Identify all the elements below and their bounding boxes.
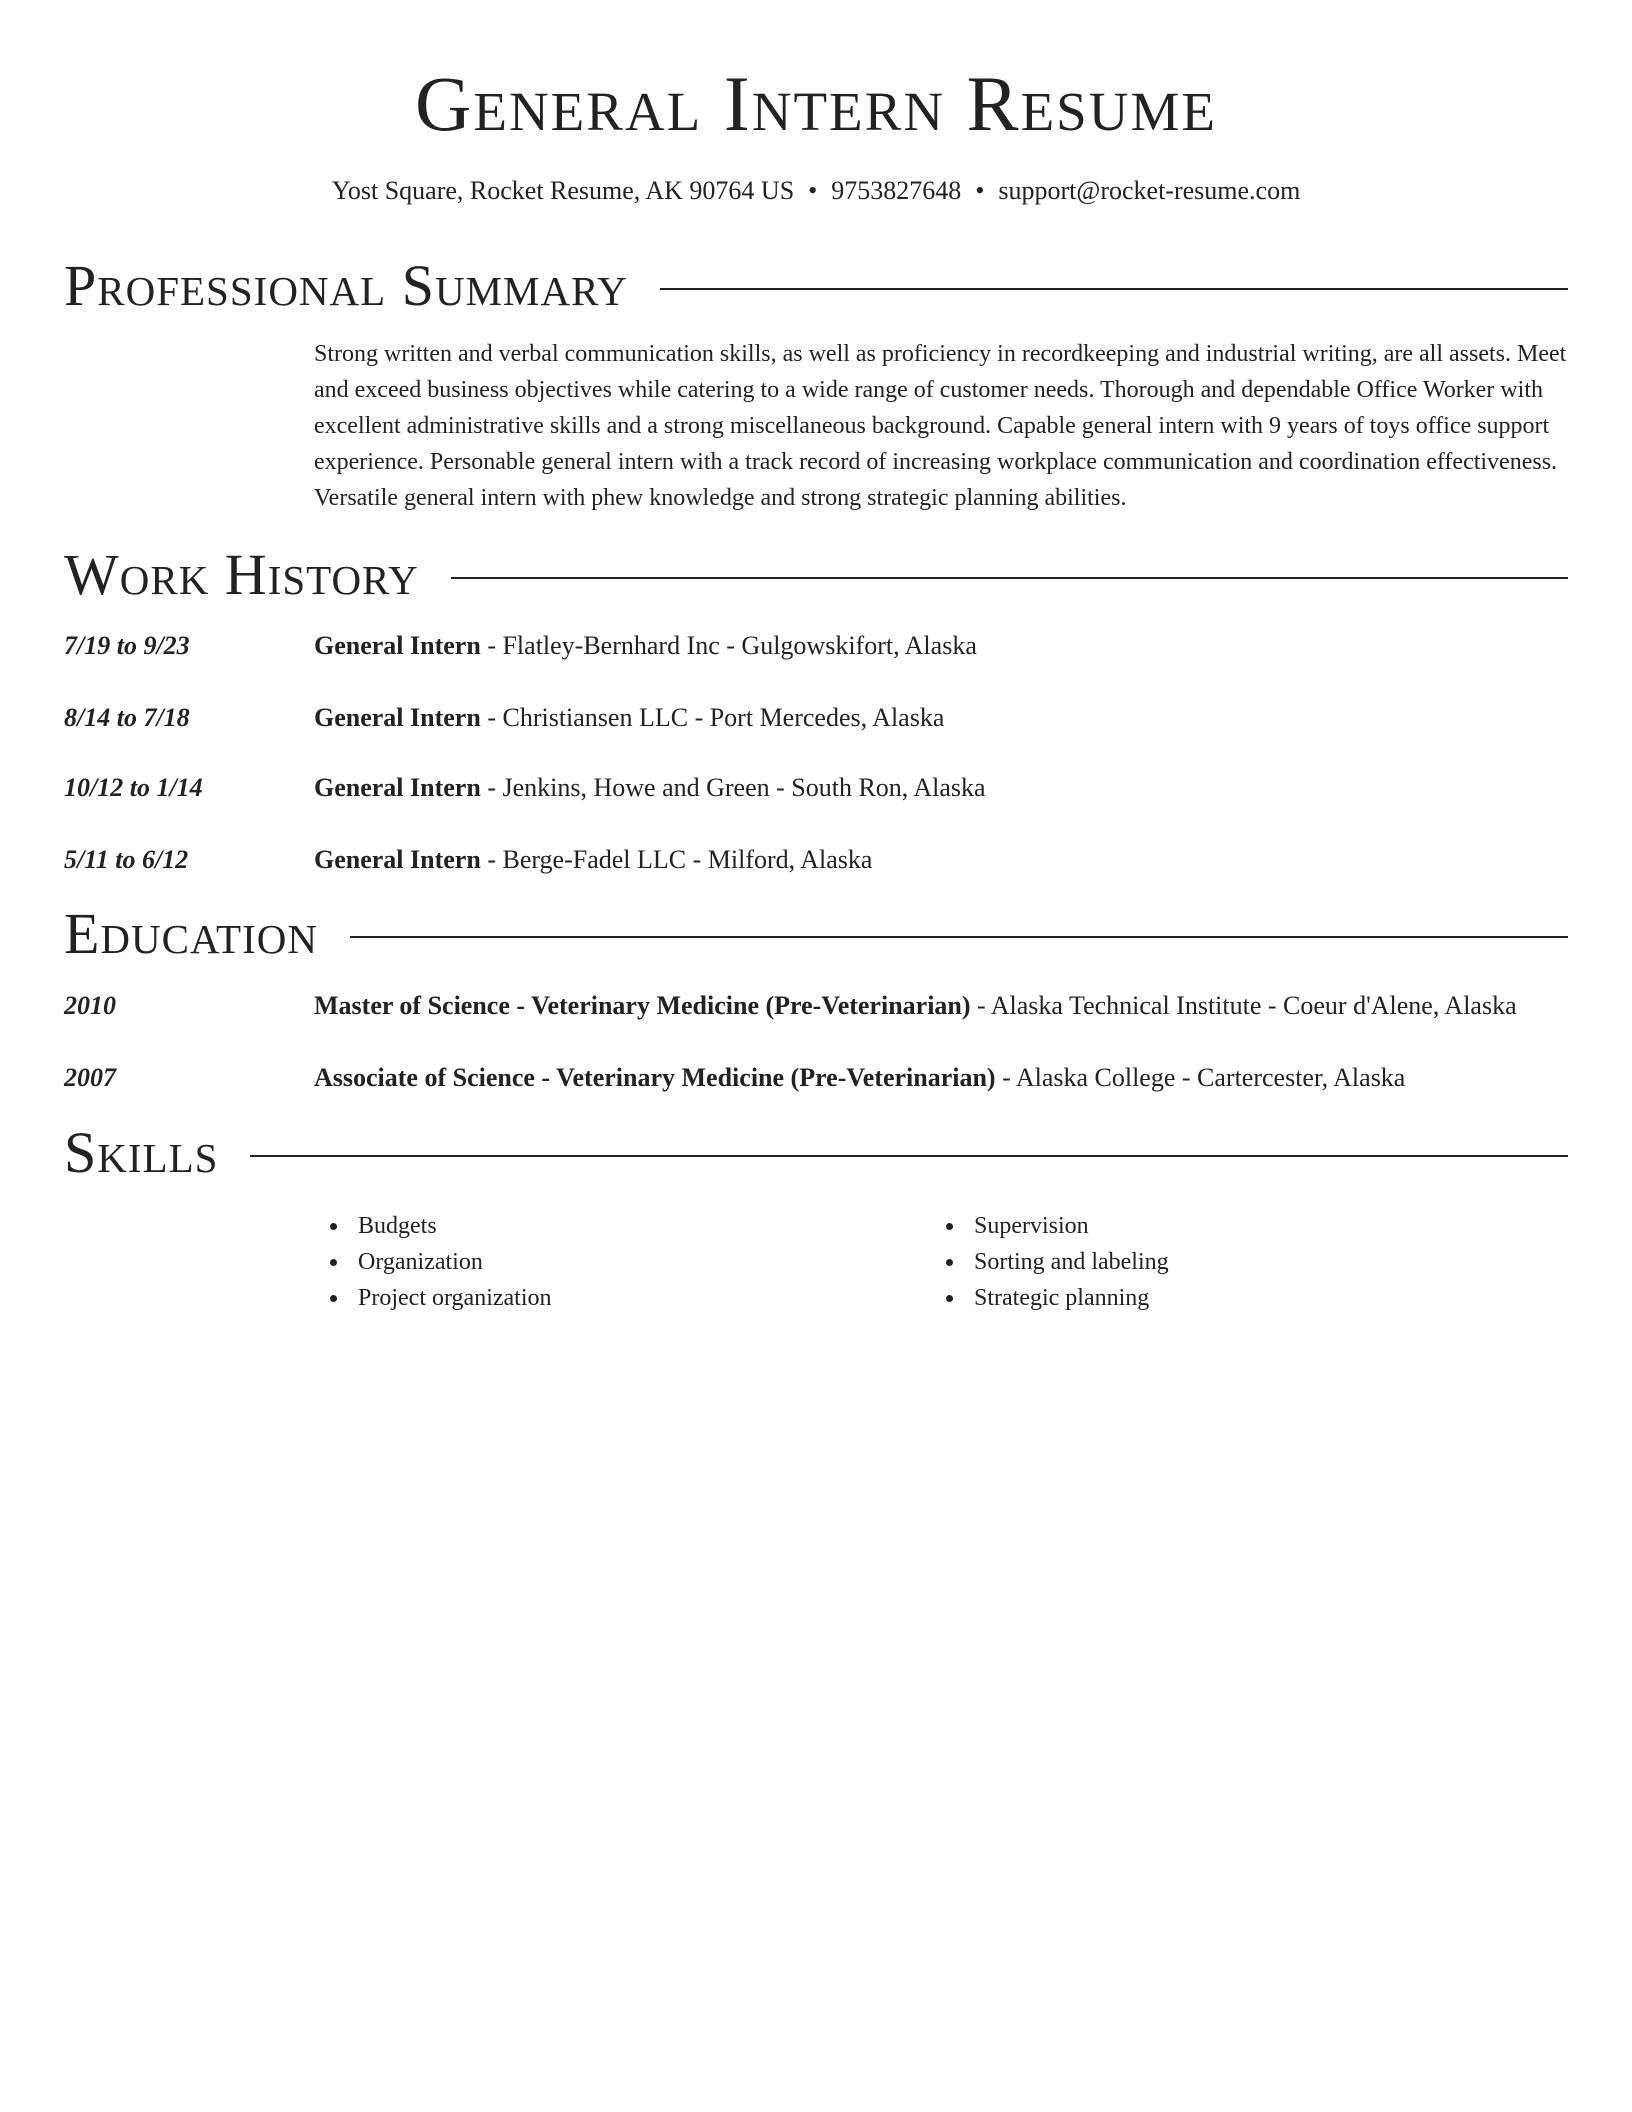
education-degree: Associate of Science - Veterinary Medicine (Pre-Veterinarian)	[314, 1063, 996, 1092]
skill-item: Budgets	[314, 1208, 930, 1244]
work-dates: 8/14 to 7/18	[64, 703, 190, 732]
education-school: - Alaska College - Cartercester, Alaska	[995, 1063, 1406, 1092]
education-school: - Alaska Technical Institute - Coeur d'Alene, Alaska	[970, 991, 1517, 1020]
section-header-work	[64, 543, 1568, 607]
work-item	[64, 770, 1568, 806]
work-dates: 7/19 to 9/23	[64, 631, 190, 660]
work-item	[64, 842, 1568, 878]
work-detail	[314, 700, 1568, 736]
work-employer: - Flatley-Bernhard Inc - Gulgowskifort, Alaska	[480, 631, 977, 660]
skill-item: Project organization	[314, 1280, 930, 1316]
section-title-work: Work History	[64, 542, 419, 607]
education-year: 2010	[64, 991, 116, 1020]
work-employer: - Jenkins, Howe and Green - South Ron, Alaska	[480, 773, 986, 802]
section-title-education: Education	[64, 901, 318, 966]
section-divider	[451, 577, 1568, 579]
contact-separator: •	[975, 176, 985, 205]
work-detail	[314, 842, 1568, 878]
work-detail	[314, 770, 1568, 806]
skills-list	[314, 1208, 1568, 1316]
work-title: General Intern	[314, 631, 481, 660]
work-employer: - Berge-Fadel LLC - Milford, Alaska	[480, 845, 873, 874]
work-item	[64, 628, 1568, 664]
education-detail	[314, 988, 1568, 1024]
contact-address: Yost Square, Rocket Resume, AK 90764 US	[331, 176, 795, 205]
work-dates: 5/11 to 6/12	[64, 845, 189, 874]
skill-item: Organization	[314, 1244, 930, 1280]
contact-email: support@rocket-resume.com	[998, 176, 1301, 205]
section-header-summary	[64, 254, 1568, 318]
skill-item: Sorting and labeling	[930, 1244, 1546, 1280]
skills-column-left	[314, 1208, 930, 1316]
work-employer: - Christiansen LLC - Port Mercedes, Alaska	[480, 703, 945, 732]
section-header-skills	[64, 1121, 1568, 1185]
section-header-education	[64, 902, 1568, 966]
section-title-summary: Professional Summary	[64, 253, 628, 318]
skill-item: Supervision	[930, 1208, 1546, 1244]
skills-column-right	[930, 1208, 1546, 1316]
summary-text: Strong written and verbal communication skills, as well as proficiency in recordkeeping and industrial writing, are all assets. Meet and exceed business objectives while catering to a wide range of customer needs. Thorough and dependable Office Worker with excellent administrative skills and a strong miscellaneous background. Capable general intern with 9 years of toys office support experience. Personable general intern with a track record of increasing workplace communication and coordination effectiveness. Versatile general intern with phew knowledge and strong strategic planning abilities.	[314, 341, 1567, 511]
work-dates: 10/12 to 1/14	[64, 773, 203, 802]
work-detail	[314, 628, 1568, 664]
section-divider	[660, 288, 1568, 290]
work-item	[64, 700, 1568, 736]
contact-separator: •	[808, 176, 818, 205]
education-year: 2007	[64, 1063, 116, 1092]
section-divider	[350, 936, 1568, 938]
work-title: General Intern	[314, 773, 481, 802]
education-detail	[314, 1060, 1568, 1096]
section-divider	[250, 1155, 1568, 1157]
work-title: General Intern	[314, 845, 481, 874]
contact-phone: 9753827648	[831, 176, 962, 205]
skill-item: Strategic planning	[930, 1280, 1546, 1316]
section-title-skills: Skills	[64, 1120, 219, 1185]
education-degree: Master of Science - Veterinary Medicine (Pre-Veterinarian)	[314, 991, 971, 1020]
work-title: General Intern	[314, 703, 481, 732]
education-item	[64, 988, 1568, 1024]
education-item	[64, 1060, 1568, 1096]
resume-title: General Intern Resume	[415, 60, 1217, 147]
contact-line	[0, 174, 1632, 208]
